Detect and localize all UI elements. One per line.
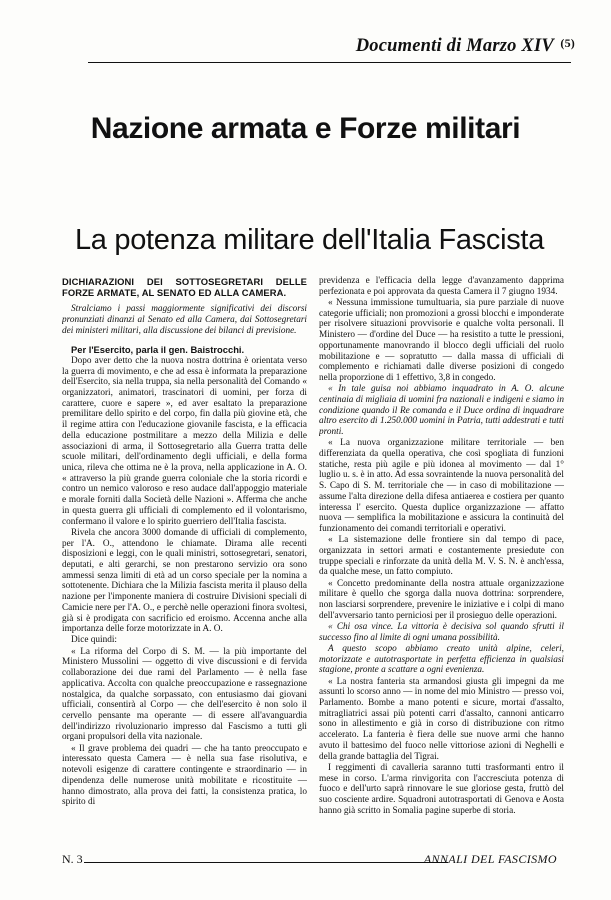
italic-paragraph: A questo scopo abbiamo creato unità alpine, celeri, motorizzate e autotrasportate in perfetta efficienza in qualsiasi stagione, pronte a scattare a ogni evenienza.	[319, 643, 564, 676]
body-paragraph: « La sistemazione delle frontiere sin dal tempo di pace, organizzata in settori armati e costantemente presiedute con truppe speciali e rinforzate da unità della M. V. S. N. è anch'essa, da qualche mese, un fatto compiuto.	[319, 535, 564, 578]
left-column	[62, 276, 307, 842]
body-paragraph: I reggimenti di cavalleria saranno tutti trasformanti entro il mese in corso. L'arma rinvigorita con l'accresciuta potenza di fuoco e dell'urto saprà rinnovare le sue gloriose gesta, fruttò del suo cosciente ardire. Squadroni autotrasportati di Genova e Aosta hanno già scritto in Somalia pagine superbe di storia.	[319, 762, 564, 816]
body-paragraph: Rivela che ancora 3000 domande di ufficiali di complemento, per l'A. O., attendono le chiamate. Dirama alle recenti disposizioni e leggi, con le quali ministri, sottosegretari, senatori, deputati, e alti gerarchi, se non prestarono servizio ora sono ammessi senza limiti di età ad un corso speciale per la nomina a sottotenente. Dichiara che la Milizia fascista merita il plauso della nazione per l'imponente maniera di costruire Divisioni speciali di Camicie nere per l'A. O., e perchè nelle operazioni finora svoltesi, già si è prodigata con sacrificio ed eroismo. Accenna anche alla importanza delle forze motorizzate in A. O.	[62, 527, 307, 635]
body-paragraph: « La riforma del Corpo di S. M. — la più importante del Ministero Mussolini — oggetto di vive discussioni e di fervida collaborazione dei due rami del Parlamento — è nella fase applicativa. Accolta con qualche preoccupazione e rassegnazione nostalgica, da qualche sorpassato, con entusiasmo dai giovani ufficiali, consentirà al Corpo — che dell'esercito è non solo il cervello pensante ma operante — di essere all'avanguardia dell'indirizzo rivoluzionario impresso dal Fascismo a tutti gli organi propulsori della vita nazionale.	[62, 646, 307, 743]
right-column	[319, 276, 564, 842]
italic-paragraph: « In tale guisa noi abbiamo inquadrato in A. O. alcune centinaia di migliaia di uomini fra nazionali e indigeni e siamo in condizione quando il Re comanda e il Duce ordina di inquadrare altro esercito di 1.250.000 uomini in Patria, tutti addestrati e tutti pronti.	[319, 384, 564, 438]
header-title: Documenti di Marzo XIV	[355, 36, 554, 56]
header-rule	[88, 62, 571, 63]
article-subtitle: La potenza militare dell'Italia Fascista	[74, 224, 545, 256]
header-number: (5)	[560, 36, 575, 50]
speaker-line: Per l'Esercito, parla il gen. Baistrocchi.	[71, 343, 245, 355]
body-paragraph: Dopo aver detto che la nuova nostra dottrina è orientata verso la guerra di movimento, e che ad essa è informata la preparazione dell'Esercito, sia nella truppa, sia nella personalità del Comando « organizzatori, animatori, trascinatori di uomini, per forza di carattere, cuore e sapere », ed aver esaltato la preparazione premilitare dello spirito e del corpo, fin dalla più giovine età, che il regime attira con l'educazione giovanile fascista, e la efficacia della educazione postmilitare a mezzo della Milizia e delle associazioni di arma, il Sottosegretario alla Guerra tratta delle scuole militari, dell'ordinamento degli ufficiali, e della forma unica, rileva che ottima ne è la prova, nella applicazione in A. O. « attraverso la più grande guerra coloniale che la storia ricordi e contro un nemico valoroso e reso audace dall'appoggio materiale e morale forniti dalla Società delle Nazioni ». Afferma che anche in questa guerra gli ufficiali di complemento ed il volontarismo, confermano il valore e lo spirito guerriero dell'Italia fascista.	[62, 355, 307, 527]
body-paragraph: previdenza e l'efficacia della legge d'avanzamento dapprima perfezionata e poi approvata da questa Camera il 7 giugno 1934.	[319, 276, 564, 297]
section-heading: DICHIARAZIONI DEI SOTTOSEGRETARI DELLE FORZE ARMATE, AL SENATO ED ALLA CAMERA.	[62, 276, 307, 299]
intro-paragraph: Stralciamo i passi maggiormente significativi dei discorsi pronunziati dinanzi al Senato ed alla Camera, dai Sottosegretari dei ministeri militari, alla discussione dei bilanci di previsione.	[62, 304, 307, 336]
body-paragraph: « Nessuna immissione tumultuaria, sia pure parziale di nuove categorie ufficiali; non promozioni a grossi blocchi e imponderate per risolvere situazioni provvisorie e qualche volta personali. Il Ministero — d'ordine del Duce — ha resistito a tutte le pressioni, opportunamente manovrando il blocco degli ufficiali del ruolo mobilitazione e — sopratutto — dalla massa di ufficiali di complemento e richiamati dalle diverse posizioni di congedo nella proporzione di 1 effettivo, 3,8 in congedo.	[319, 297, 564, 383]
body-paragraph: « Il grave problema dei quadri — che ha tanto preoccupato e interessato questa Camera — è nella sua fase risolutiva, e notevoli esigenze di carattere contingente e straordinario — in dipendenza delle numerose unità mobilitate e ricostituite — hanno dimostrato, alla prova dei fatti, la consistenza pratica, lo spirito di	[62, 743, 307, 808]
page-number: N. 3	[62, 852, 83, 866]
page-title: Nazione armata e Forze militari	[90, 112, 521, 145]
body-paragraph: Dice quindi:	[71, 635, 117, 646]
body-paragraph: « La nostra fanteria sta armandosi giusta gli impegni da me assunti lo scorso anno — in nome del mio Ministro — presso voi, Parlamento. Bombe a mano potenti e sicure, mortai d'assalto, mitragliatrici assai più potenti carri d'assalto, cannoni anticarro sono in allestimento e già in corso di distribuzione con ritmo accelerato. La fanteria è fiera delle sue nuove armi che hanno avuto il battesimo del fuoco nelle vittoriose azioni di Neghelli e della grande battaglia del Tigrai.	[319, 676, 564, 762]
body-paragraph: « La nuova organizzazione militare territoriale — ben differenziata da quella operativa, che così spogliata di funzioni statiche, resta più agile e più idonea al movimento — dal 1° luglio u. s. è in atto. Ad essa sovraintende la nuova personalità del S. Capo di S. M. territoriale che — in caso di mobilitazione — assume l'alta direzione della difesa antiaerea e costiera per quanto interessa l' esercito. Questa duplice organizzazione — affatto nuova — semplifica la mobilitazione e assicura la continuità del funzionamento dei comandi territoriali e operativi.	[319, 438, 564, 535]
running-header	[356, 36, 575, 57]
publication-name: ANNALI DEL FASCISMO	[423, 852, 557, 866]
italic-paragraph: « Chi osa vince. La vittoria è decisiva sol quando sfrutti il successo fino al limite di ogni umana possibilità.	[319, 622, 564, 643]
footer-rule	[84, 862, 448, 863]
body-paragraph: « Concetto predominante della nostra attuale organizzazione militare è quello che sgorga dalla nuova dottrina: sorprendere, non lasciarsi sorprendere, prevenire le iniziative e i colpi di mano dell'avversario tanto perniciosi per il prosieguo delle operazioni.	[319, 578, 564, 621]
